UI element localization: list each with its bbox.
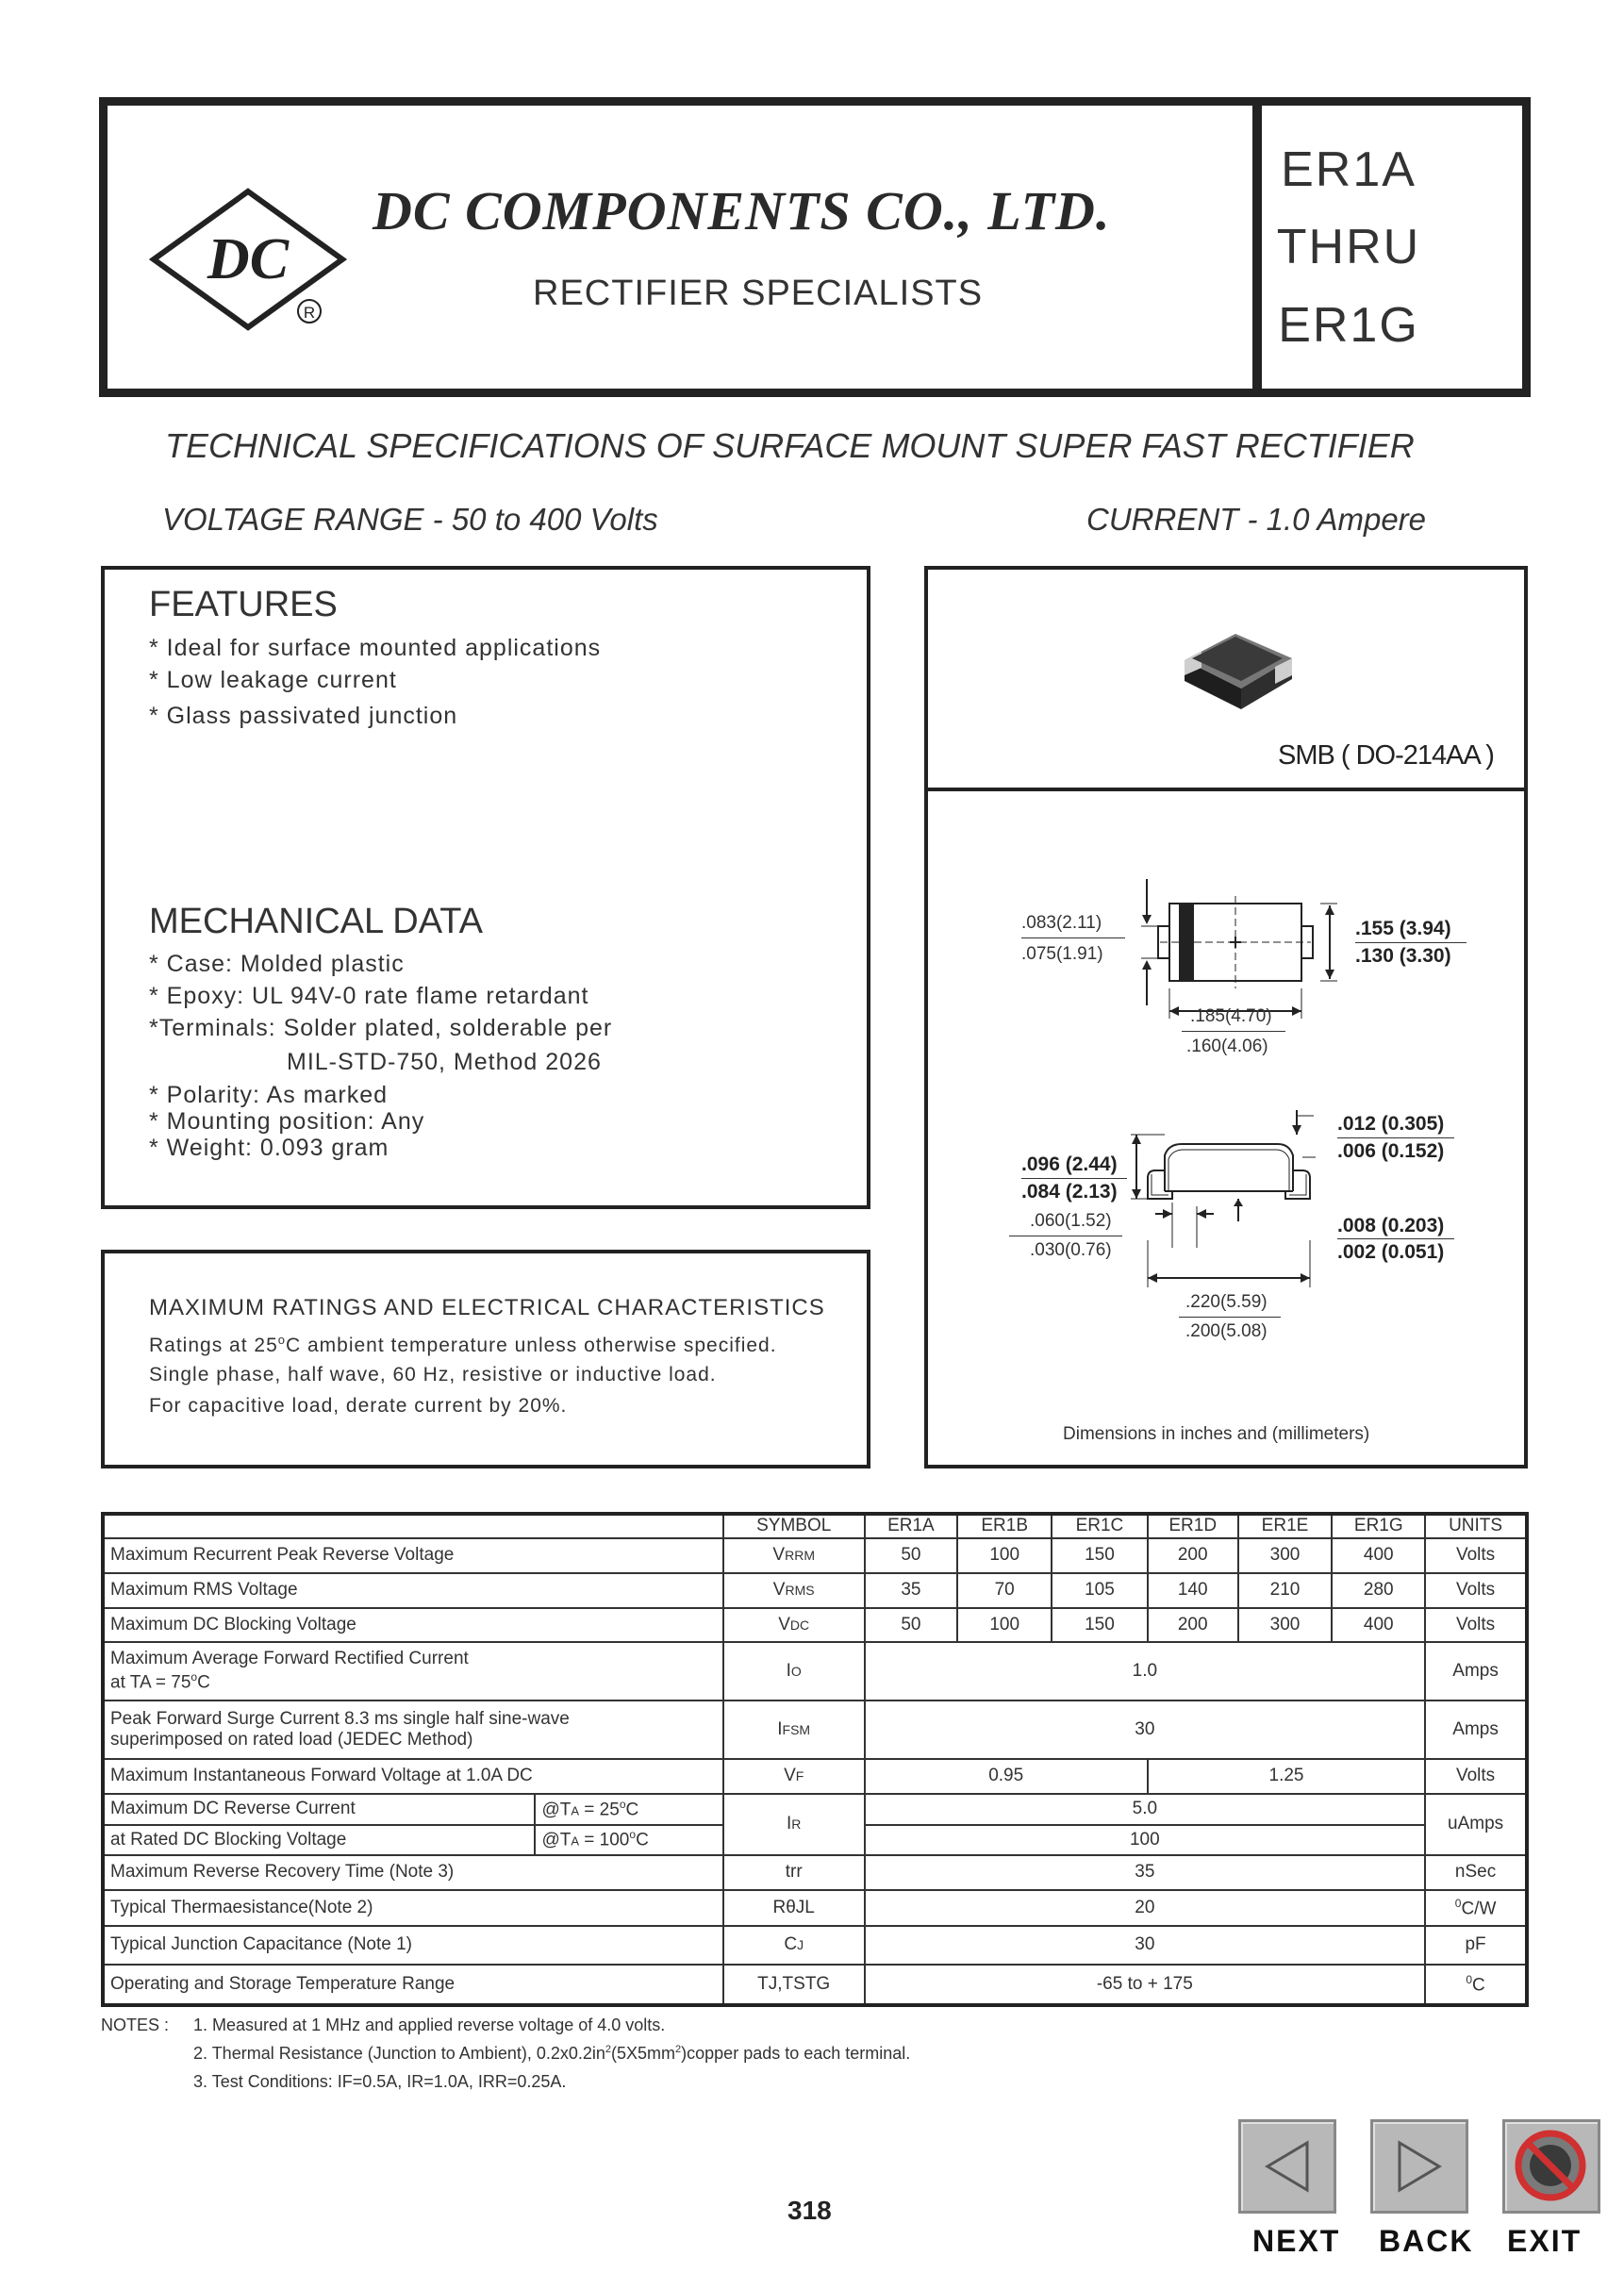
ratings-heading: MAXIMUM RATINGS AND ELECTRICAL CHARACTERISTICS (149, 1295, 825, 1320)
table-row (103, 1926, 1527, 1965)
value-cell: 300 (1238, 1538, 1333, 1573)
symbol-cell: VF (723, 1759, 865, 1794)
dim-top-h-max: .083(2.11) (1021, 913, 1102, 933)
ratings-line-1: Ratings at 25$^o$C ambient temperature unless otherwise specified. (149, 1333, 777, 1356)
table-row (103, 1759, 1527, 1794)
header-cell: UNITS (1425, 1514, 1527, 1538)
dim-top-l-min: .160(4.06) (1186, 1037, 1268, 1056)
page-number: 318 (787, 2196, 832, 2225)
value-cell: 100 (957, 1608, 1052, 1643)
document-title: TECHNICAL SPECIFICATIONS OF SURFACE MOUNT SUPER FAST RECTIFIER (165, 426, 1415, 465)
value-cell: 100 (865, 1825, 1426, 1856)
package-photo (1179, 622, 1301, 726)
dim-side-l-max: .220(5.59) (1185, 1292, 1268, 1312)
note-3: 3. Test Conditions: IF=0.5A, IR=1.0A, IRR=0.25A. (193, 2072, 567, 2091)
param-cell: Typical Thermaesistance(Note 2) (103, 1890, 723, 1927)
header-cell: ER1D (1148, 1514, 1238, 1538)
mechanical-item: MIL-STD-750, Method 2026 (287, 1049, 602, 1075)
table-row (103, 1573, 1527, 1608)
company-name: DC COMPONENTS CO., LTD. (373, 180, 1111, 241)
dim-top-w-max: .155 (3.94) (1355, 918, 1451, 939)
value-cell: 150 (1052, 1608, 1148, 1643)
current-rating: CURRENT - 1.0 Ampere (1086, 502, 1427, 537)
symbol-cell: trr (723, 1855, 865, 1890)
dims-note: Dimensions in inches and (millimeters) (1063, 1424, 1370, 1444)
param-cell: Maximum Recurrent Peak Reverse Voltage (103, 1538, 723, 1573)
value-cell: 140 (1148, 1573, 1238, 1608)
param-cell: at Rated DC Blocking Voltage (103, 1825, 535, 1856)
dim-separator (1337, 1137, 1454, 1138)
symbol-cell: IFSM (723, 1701, 865, 1759)
voltage-range: VOLTAGE RANGE - 50 to 400 Volts (162, 502, 658, 537)
param-cell: Maximum Instantaneous Forward Voltage at 1.0A DC (103, 1759, 723, 1794)
logo-text: DC (207, 227, 290, 291)
dim-separator (1179, 1317, 1281, 1318)
value-cell: 1.0 (865, 1642, 1426, 1701)
exit-icon (1505, 2122, 1598, 2211)
condition-cell: @TA = $25^oC$ (535, 1794, 722, 1825)
ratings-table (101, 1512, 1529, 2007)
param-cell: Maximum DC Reverse Current (103, 1794, 535, 1825)
header-cell: ER1E (1238, 1514, 1333, 1538)
mechanical-heading: MECHANICAL DATA (149, 902, 484, 941)
side-view-drawing (1127, 1108, 1344, 1297)
unit-cell: Volts (1425, 1538, 1527, 1573)
unit-cell: Volts (1425, 1608, 1527, 1643)
dim-side-t-max: .012 (0.305) (1337, 1113, 1445, 1135)
ratings-line-2: Single phase, half wave, 60 Hz, resistive or inductive load. (149, 1364, 717, 1385)
unit-cell: uAmps (1425, 1794, 1527, 1855)
param-cell: Operating and Storage Temperature Range (103, 1965, 723, 2005)
param-cell: Peak Forward Surge Current 8.3 ms single half sine-wave superimposed on rated load (JEDEC Method) (103, 1701, 723, 1759)
symbol-cell: RθJL (723, 1890, 865, 1927)
dim-separator (1355, 942, 1467, 943)
condition-cell: @TA = $100^oC$ (535, 1825, 722, 1856)
mechanical-item: * Weight: 0.093 gram (149, 1135, 389, 1161)
unit-cell: Amps (1425, 1642, 1527, 1701)
param-cell: Maximum RMS Voltage (103, 1573, 723, 1608)
mechanical-item: * Polarity: As marked (149, 1082, 389, 1108)
header-cell: ER1G (1332, 1514, 1425, 1538)
note-1: 1. Measured at 1 MHz and applied reverse voltage of 4.0 volts. (193, 2016, 666, 2034)
table-row (103, 1890, 1527, 1927)
symbol-cell: VDC (723, 1608, 865, 1643)
mechanical-item: * Case: Molded plastic (149, 951, 405, 977)
value-cell: 400 (1332, 1608, 1425, 1643)
table-row (103, 1608, 1527, 1643)
ratings-note-box (101, 1250, 870, 1468)
table-row (103, 1538, 1527, 1573)
part-to: ER1G (1278, 298, 1419, 353)
exit-button[interactable] (1502, 2119, 1600, 2214)
unit-cell: $^0$C (1425, 1965, 1527, 2005)
value-cell: 200 (1148, 1538, 1238, 1573)
part-from: ER1A (1281, 142, 1417, 197)
table-header-row (103, 1514, 1527, 1538)
next-label[interactable]: NEXT (1252, 2224, 1341, 2258)
dim-top-h-min: .075(1.91) (1021, 944, 1103, 964)
dim-side-l-min: .200(5.08) (1185, 1321, 1268, 1341)
value-cell: 35 (865, 1855, 1426, 1890)
company-subtitle: RECTIFIER SPECIALISTS (533, 274, 984, 313)
ratings-line-3: For capacitive load, derate current by 20%. (149, 1395, 568, 1417)
value-cell: 30 (865, 1701, 1426, 1759)
header-cell: ER1A (865, 1514, 958, 1538)
unit-cell: pF (1425, 1926, 1527, 1965)
table-row (103, 1701, 1527, 1759)
symbol-cell: TJ,TSTG (723, 1965, 865, 2005)
back-label[interactable]: BACK (1379, 2224, 1474, 2258)
header-cell: SYMBOL (723, 1514, 865, 1538)
dim-side-s-max: .008 (0.203) (1337, 1215, 1445, 1236)
dim-separator (1182, 1031, 1285, 1032)
mechanical-item: * Epoxy: UL 94V-0 rate flame retardant (149, 983, 589, 1009)
part-thru: THRU (1276, 220, 1421, 274)
value-cell: 300 (1238, 1608, 1333, 1643)
value-cell: 1.25 (1148, 1759, 1425, 1794)
dim-side-t-min: .006 (0.152) (1337, 1140, 1445, 1162)
feature-item: * Ideal for surface mounted applications (149, 635, 602, 661)
symbol-cell: IO (723, 1642, 865, 1701)
param-cell: Maximum Average Forward Rectified Current at TA = $75^oC$ (103, 1642, 723, 1701)
dim-side-h-max: .096 (2.44) (1021, 1153, 1118, 1175)
mechanical-item: *Terminals: Solder plated, solderable per (149, 1015, 613, 1041)
unit-cell: Volts (1425, 1573, 1527, 1608)
dim-separator (1021, 937, 1125, 938)
notes-label: NOTES : (101, 2016, 170, 2034)
param-cell: Typical Junction Capacitance (Note 1) (103, 1926, 723, 1965)
dim-separator (1337, 1238, 1454, 1239)
package-divider (924, 788, 1528, 791)
note-2: 2. Thermal Resistance (Junction to Ambient), $0.2x0.2in^2(5X5mm^2)copper$ pads to each terminal. (193, 2044, 911, 2063)
registered-mark: R (303, 304, 316, 322)
dim-side-lead-min: .030(0.76) (1030, 1240, 1112, 1260)
symbol-cell: CJ (723, 1926, 865, 1965)
dim-side-s-min: .002 (0.051) (1337, 1241, 1445, 1263)
unit-cell: Amps (1425, 1701, 1527, 1759)
value-cell: 200 (1148, 1608, 1238, 1643)
features-heading: FEATURES (149, 585, 338, 624)
header-cell: ER1C (1052, 1514, 1148, 1538)
value-cell: -65 to + 175 (865, 1965, 1426, 2005)
dim-side-lead-max: .060(1.52) (1030, 1211, 1112, 1231)
feature-item: * Low leakage current (149, 667, 397, 693)
dim-top-l-max: .185(4.70) (1190, 1006, 1272, 1026)
value-cell: 35 (865, 1573, 958, 1608)
table-row (103, 1642, 1527, 1701)
value-cell: 105 (1052, 1573, 1148, 1608)
next-button[interactable] (1238, 2119, 1336, 2214)
header-cell: ER1B (957, 1514, 1052, 1538)
value-cell: 5.0 (865, 1794, 1426, 1825)
dim-separator (1021, 1178, 1127, 1179)
company-logo (149, 184, 366, 335)
symbol-cell: VRMS (723, 1573, 865, 1608)
value-cell: 400 (1332, 1538, 1425, 1573)
mechanical-item: * Mounting position: Any (149, 1108, 425, 1135)
right-arrow-icon (1373, 2122, 1466, 2211)
param-cell: Maximum DC Blocking Voltage (103, 1608, 723, 1643)
value-cell: 280 (1332, 1573, 1425, 1608)
table-row (103, 1855, 1527, 1890)
table-row (103, 1794, 1527, 1825)
back-button[interactable] (1370, 2119, 1468, 2214)
value-cell: 0.95 (865, 1759, 1148, 1794)
value-cell: 210 (1238, 1573, 1333, 1608)
unit-cell: Volts (1425, 1759, 1527, 1794)
table-row (103, 1965, 1527, 2005)
symbol-cell: VRRM (723, 1538, 865, 1573)
value-cell: 70 (957, 1573, 1052, 1608)
unit-cell: nSec (1425, 1855, 1527, 1890)
top-view-drawing (1132, 877, 1358, 1028)
unit-cell: $^0$C/W (1425, 1890, 1527, 1927)
value-cell: 50 (865, 1538, 958, 1573)
left-arrow-icon (1241, 2122, 1334, 2211)
dim-top-w-min: .130 (3.30) (1355, 945, 1451, 967)
param-cell: Maximum Reverse Recovery Time (Note 3) (103, 1855, 723, 1890)
value-cell: 100 (957, 1538, 1052, 1573)
dim-side-h-min: .084 (2.13) (1021, 1181, 1118, 1203)
value-cell: 20 (865, 1890, 1426, 1927)
symbol-cell: IR (723, 1794, 865, 1855)
package-name: SMB ( DO-214AA ) (1278, 740, 1494, 771)
value-cell: 30 (865, 1926, 1426, 1965)
value-cell: 150 (1052, 1538, 1148, 1573)
value-cell: 50 (865, 1608, 958, 1643)
exit-label[interactable]: EXIT (1507, 2224, 1583, 2258)
feature-item: * Glass passivated junction (149, 703, 458, 729)
